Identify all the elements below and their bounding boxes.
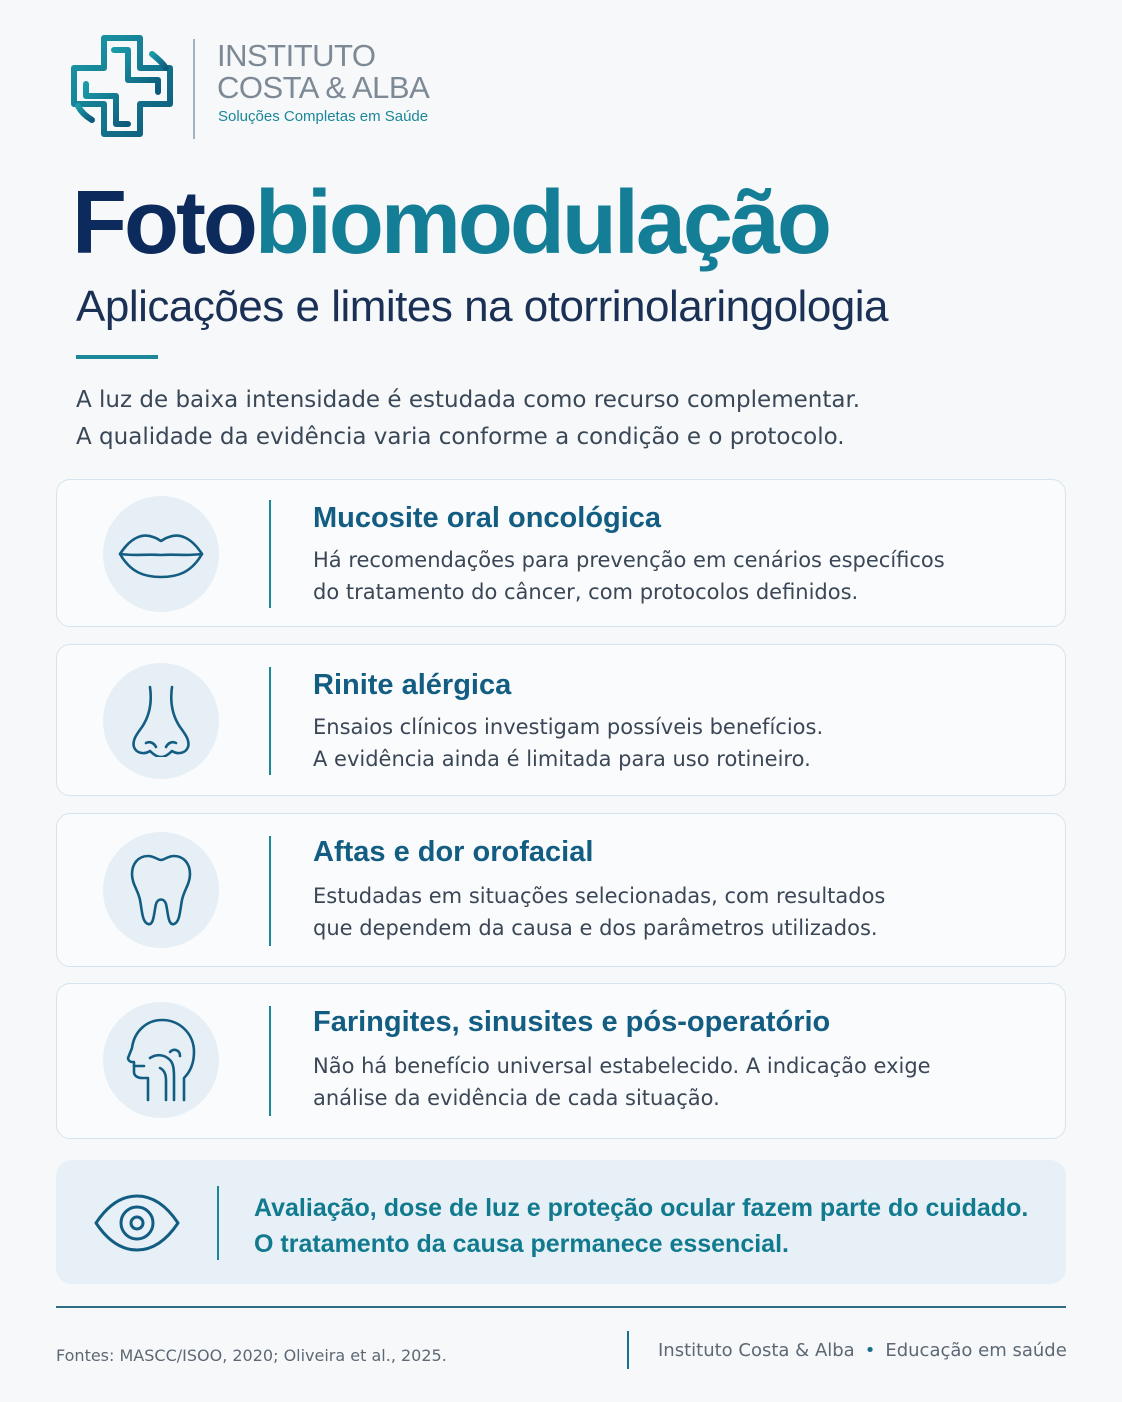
card-text-line: do tratamento do câncer, com protocolos definidos. xyxy=(313,580,859,604)
icon-circle xyxy=(103,832,219,948)
card-divider xyxy=(269,500,271,608)
icon-circle xyxy=(103,1002,219,1118)
footer-separator: • xyxy=(864,1340,876,1361)
card-title: Faringites, sinusites e pós-operatório xyxy=(313,1006,831,1038)
card-divider xyxy=(269,1006,271,1116)
brand-name-line1: INSTITUTO xyxy=(217,38,376,73)
brand-tagline: Soluções Completas em Saúde xyxy=(218,108,429,125)
footer-sources: Fontes: MASCC/ISOO, 2020; Oliveira et al., 2025. xyxy=(56,1346,447,1365)
footer-vertical-divider xyxy=(627,1331,629,1369)
brand-header xyxy=(66,34,586,144)
footer-category: Educação em saúde xyxy=(885,1340,1067,1361)
card-mucosite xyxy=(56,479,1066,627)
card-text-line: Não há benefício universal estabelecido. A indicação exige xyxy=(313,1054,931,1078)
accent-divider xyxy=(76,355,158,359)
medical-cross-logo-icon xyxy=(66,34,178,142)
note-divider xyxy=(217,1186,219,1260)
intro-line: A luz de baixa intensidade é estudada como recurso complementar. xyxy=(76,387,861,413)
eye-icon xyxy=(92,1188,182,1258)
safety-note xyxy=(56,1160,1066,1284)
card-text-line: análise da evidência de cada situação. xyxy=(313,1086,720,1110)
head-throat-icon xyxy=(126,1018,196,1102)
card-text-line: A evidência ainda é limitada para uso rotineiro. xyxy=(313,747,811,771)
card-title: Aftas e dor orofacial xyxy=(313,836,594,868)
card-text-line: Ensaios clínicos investigam possíveis benefícios. xyxy=(313,715,824,739)
intro-text xyxy=(76,382,860,456)
page-subtitle: Aplicações e limites na otorrinolaringologia xyxy=(76,282,889,331)
card-aftas xyxy=(56,813,1066,967)
title-part2: biomodulação xyxy=(254,173,829,273)
footer-credit xyxy=(658,1340,1067,1361)
note-text xyxy=(254,1190,1028,1262)
note-line: Avaliação, dose de luz e proteção ocular fazem parte do cuidado. xyxy=(254,1194,1029,1222)
lips-icon xyxy=(117,529,205,579)
page-title xyxy=(72,166,829,280)
card-text-line: Há recomendações para prevenção em cenários específicos xyxy=(313,548,945,572)
card-title: Mucosite oral oncológica xyxy=(313,502,662,534)
icon-circle xyxy=(103,663,219,779)
logo-divider xyxy=(193,39,195,139)
nose-icon xyxy=(130,685,192,757)
card-divider xyxy=(269,836,271,946)
footer-org: Instituto Costa & Alba xyxy=(658,1340,855,1361)
note-line: O tratamento da causa permanece essencial. xyxy=(254,1230,789,1258)
intro-line: A qualidade da evidência varia conforme a condição e o protocolo. xyxy=(76,424,845,450)
footer-divider xyxy=(56,1306,1066,1308)
card-rinite xyxy=(56,644,1066,796)
card-text-line: Estudadas em situações selecionadas, com resultados xyxy=(313,884,886,908)
card-text-line: que dependem da causa e dos parâmetros utilizados. xyxy=(313,916,878,940)
tooth-icon xyxy=(130,854,192,926)
card-divider xyxy=(269,667,271,775)
icon-circle xyxy=(103,496,219,612)
brand-name-line2: COSTA & ALBA xyxy=(217,70,430,105)
title-part1: Foto xyxy=(72,173,255,273)
card-faringites xyxy=(56,983,1066,1139)
card-title: Rinite alérgica xyxy=(313,669,512,701)
